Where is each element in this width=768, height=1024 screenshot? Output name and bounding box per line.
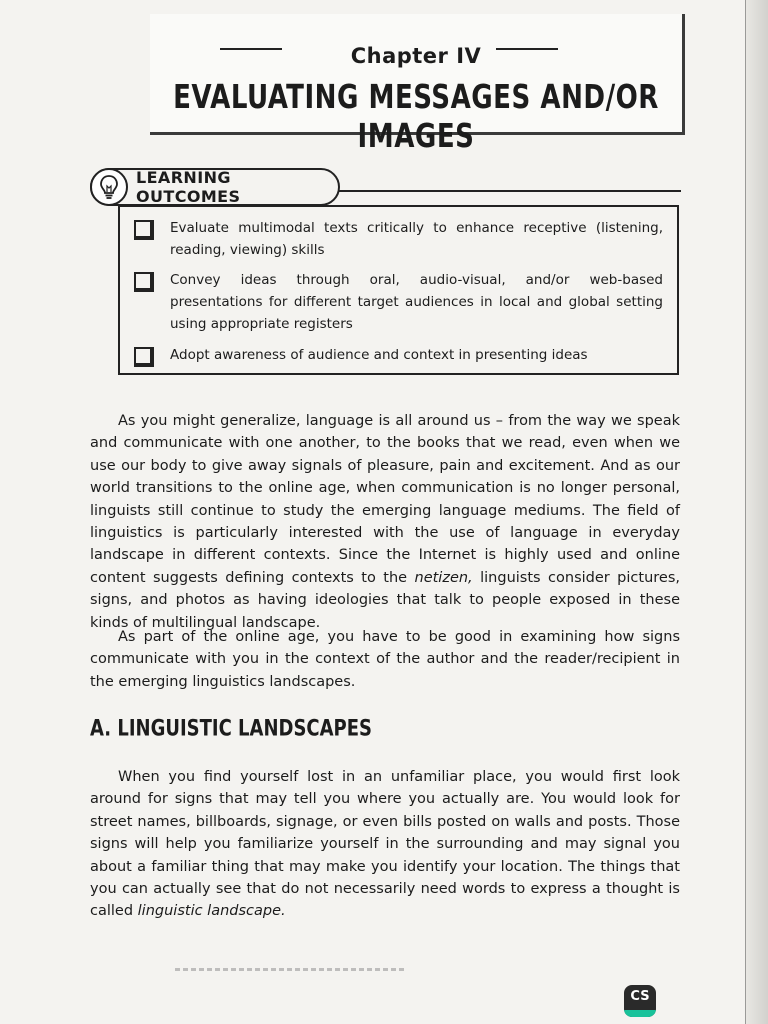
outcome-text: Evaluate multimodal texts critically to enhance receptive (listening, reading, viewing) skills	[170, 220, 663, 258]
body-paragraph-3	[90, 766, 680, 923]
learning-outcomes-box	[118, 205, 679, 375]
badge-label: CS	[630, 989, 650, 1004]
paragraph-text: As part of the online age, you have to be good in examining how signs communicate with you in the context of the author and the reader/recipient in the emerging linguistics landscapes.	[90, 629, 680, 690]
page-edge	[746, 0, 768, 1024]
outcome-item	[134, 344, 663, 367]
badge-stripe	[624, 1010, 656, 1017]
checkbox-icon	[134, 347, 154, 367]
chapter-header	[150, 14, 685, 156]
outcome-text: Adopt awareness of audience and context in presenting ideas	[170, 347, 588, 363]
paragraph-text: When you find yourself lost in an unfamiliar place, you would first look around for signs that may tell you where you actually are. You would look for street names, billboards, signage, or even bills posted on walls and posts. Those signs will help you familiarize yourself in the surrounding and may signal you about a familiar thing that may make you identify your location. The things that you can actually see that do not necessarily need words to express a thought is called	[90, 769, 680, 920]
outcome-text: Convey ideas through oral, audio-visual, and/or web-based presentations for different target audiences in local and global setting using appropriate registers	[170, 272, 663, 332]
footer-smudge	[175, 968, 405, 971]
outcome-item	[134, 217, 663, 261]
outcome-item	[134, 269, 663, 335]
learning-outcomes-rule	[325, 190, 681, 192]
section-heading: A. LINGUISTIC LANDSCAPES	[90, 714, 372, 742]
emphasis-netizen: netizen,	[414, 569, 473, 586]
camscanner-badge	[624, 985, 656, 1017]
chapter-label: Chapter IV	[350, 44, 482, 68]
learning-outcomes-header	[90, 168, 340, 206]
checkbox-icon	[134, 272, 154, 292]
checkbox-icon	[134, 220, 154, 240]
paragraph-text: As you might generalize, language is all around us – from the way we speak and communicate with one another, to the books that we read, even when we use our body to give away signals of pleasure, pain and excitement. And as our world transitions to the online age, when communication is no longer personal, linguists still continue to study the emerging language mediums. The field of linguistics is particularly interested with the use of language in everyday landscape in different contexts. Since the Internet is highly used and online content suggests defining contexts to the	[90, 413, 680, 586]
paragraph-text: linguists consider pictures, signs, and photos as having ideologies that talk to people exposed in these kinds of multilingual landscape.	[90, 569, 680, 631]
page-edge-line	[745, 0, 746, 1024]
body-paragraph-1	[90, 410, 680, 634]
learning-outcomes-title: LEARNING OUTCOMES	[136, 168, 241, 206]
body-paragraph-2	[90, 626, 680, 693]
chapter-title: EVALUATING MESSAGES AND/OR IMAGES	[173, 76, 659, 156]
lightbulb-icon	[90, 168, 128, 206]
emphasis-linguistic-landscape: linguistic landscape.	[137, 903, 286, 920]
